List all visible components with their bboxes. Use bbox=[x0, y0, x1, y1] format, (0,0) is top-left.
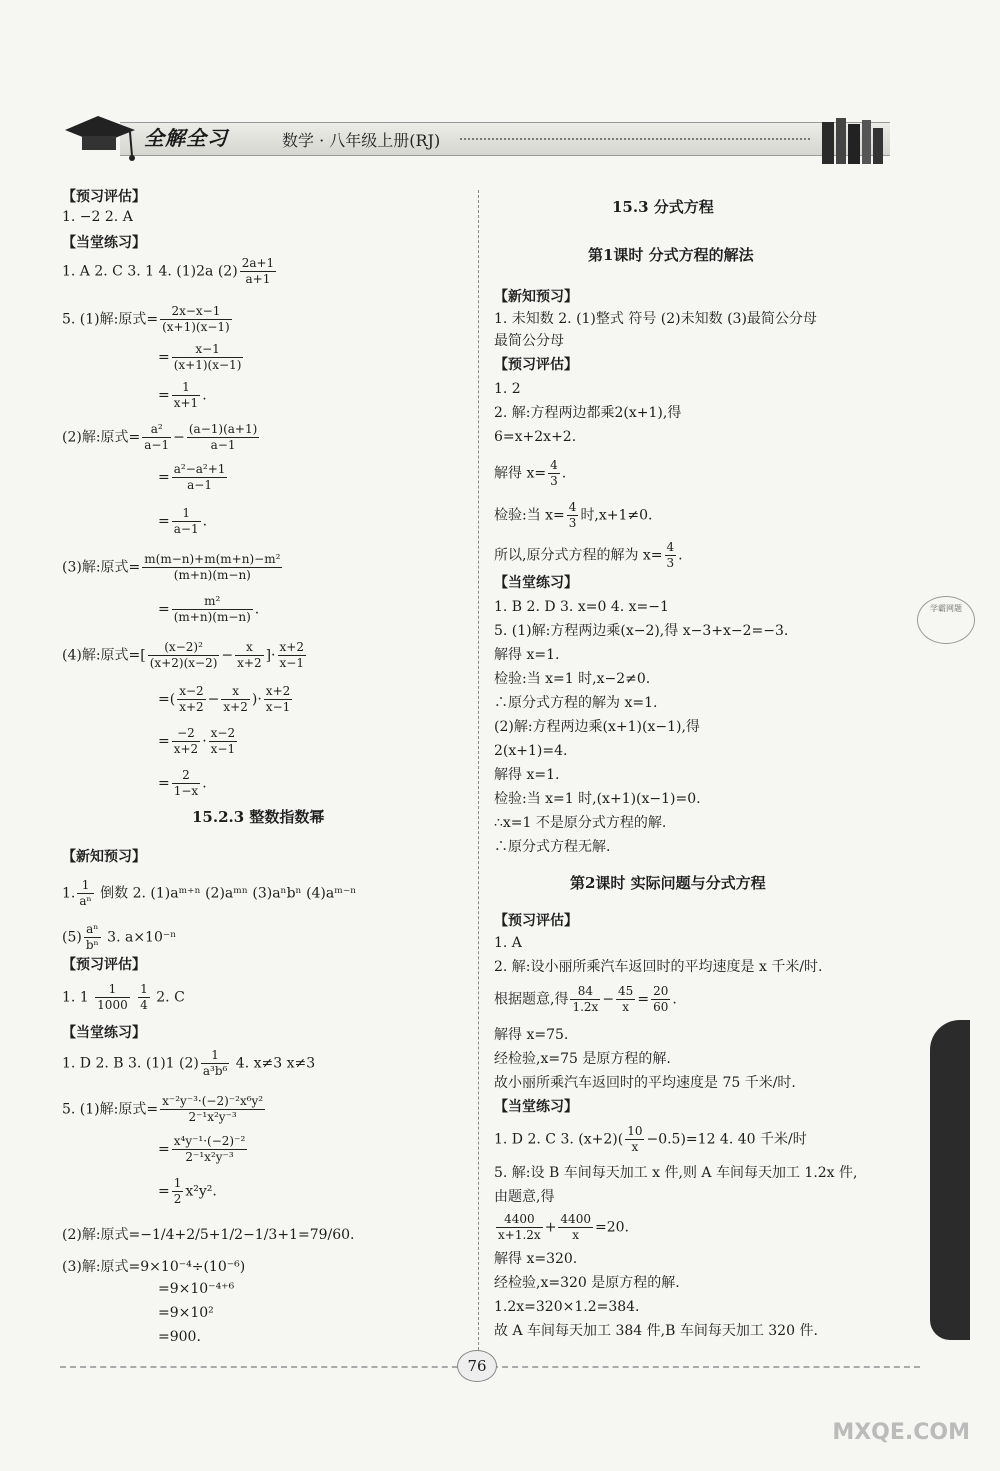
answer-text: x²y². bbox=[185, 1183, 217, 1200]
denominator: a−1 bbox=[144, 438, 170, 452]
fraction bbox=[209, 726, 237, 757]
numerator: 2a+1 bbox=[241, 256, 275, 270]
graduation-cap-icon bbox=[60, 108, 140, 168]
numerator: 1 bbox=[201, 1048, 229, 1064]
math-line: = $\frac{2}{1-x}$ . bbox=[158, 768, 207, 798]
denominator: 2⁻¹x²y⁻³ bbox=[185, 1150, 234, 1164]
math-line bbox=[62, 304, 234, 335]
answer-line: 1. D 2. C 3. (x+2)( $\frac{10}{x}$ −0.5)=12 4. 40 千米/时 bbox=[494, 1124, 807, 1154]
denominator: x−1 bbox=[210, 742, 236, 756]
numerator: x+2 bbox=[265, 684, 291, 698]
math-line: = $\frac{\text{m²}}{(m+n)(m-n)}$ . bbox=[158, 594, 260, 624]
fraction bbox=[548, 458, 560, 489]
answer-line: 1. $\frac{1}{\text{aⁿ}}$ 倒数 2. (1)aᵐ⁺ⁿ (2)aᵐⁿ (3)aⁿbⁿ (4)aᵐ⁻ⁿ bbox=[62, 878, 357, 908]
answer-line bbox=[62, 922, 176, 953]
answer-text: 3. a×10⁻ⁿ bbox=[107, 929, 177, 946]
brand-logo: 全解全习 bbox=[144, 126, 228, 150]
numerator: x+2 bbox=[279, 640, 304, 654]
answer-line: 故 A 车间每天加工 384 件,B 车间每天加工 320 件. bbox=[494, 1323, 818, 1339]
answer-text: 2. C bbox=[156, 989, 185, 1006]
answer-text: −0.5)=12 4. 40 千米/时 bbox=[646, 1131, 807, 1148]
answer-line: 6=x+2x+2. bbox=[494, 429, 577, 445]
answer-line: 1. −2 2. A bbox=[62, 209, 133, 225]
numerator: 1 bbox=[77, 878, 93, 894]
numerator: x−2 bbox=[179, 684, 204, 698]
numerator: 10 bbox=[627, 1124, 643, 1138]
numerator: x⁴y⁻¹·(−2)⁻² bbox=[173, 1134, 246, 1148]
fraction bbox=[558, 1212, 593, 1243]
numerator: 45 bbox=[618, 984, 634, 998]
answer-text: 时,x+1≠0. bbox=[580, 507, 653, 524]
fraction bbox=[172, 506, 201, 537]
answer-line: 经检验,x=320 是原方程的解. bbox=[494, 1275, 680, 1291]
denominator: (x+2)(x−2) bbox=[149, 656, 218, 670]
numerator: 84 bbox=[570, 984, 600, 1000]
fraction bbox=[177, 684, 205, 715]
numerator: x−2 bbox=[210, 726, 236, 740]
math-line: =9×10⁻⁴⁺⁶ bbox=[158, 1281, 235, 1297]
answer-line: 检验:当 x=1 时,x−2≠0. bbox=[494, 671, 651, 687]
answer-line: 解得 x= $\frac{4}{3}$ . bbox=[494, 458, 567, 488]
denominator: x bbox=[631, 1140, 639, 1154]
denominator: a−1 bbox=[187, 478, 212, 492]
answer-line: ∴原分式方程无解. bbox=[494, 839, 611, 855]
math-line: =900. bbox=[158, 1329, 201, 1345]
books-icon bbox=[820, 116, 890, 166]
denominator: x+1.2x bbox=[498, 1228, 541, 1242]
answer-line: 1.2x=320×1.2=384. bbox=[494, 1299, 640, 1315]
fraction bbox=[172, 1134, 248, 1165]
fraction bbox=[138, 982, 150, 1013]
numerator: x bbox=[221, 684, 249, 700]
answer-text: 所以,原分式方程的解为 x= bbox=[494, 547, 663, 564]
numerator: 1 bbox=[95, 982, 130, 998]
numerator: 2x−x−1 bbox=[160, 304, 232, 320]
answer-line: 检验:当 x=1 时,(x+1)(x−1)=0. bbox=[494, 791, 701, 807]
fraction bbox=[172, 342, 244, 373]
denominator: x+2 bbox=[223, 700, 248, 714]
answer-line: (2)解:方程两边乘(x+1)(x−1),得 bbox=[494, 719, 700, 735]
denominator: x bbox=[572, 1228, 580, 1242]
math-line: $\frac{4400}{x+1.2x}$ + $\frac{4400}{x}$ =20. bbox=[498, 1212, 629, 1242]
answer-line: 2. 解:方程两边都乘2(x+1),得 bbox=[494, 405, 682, 421]
numerator: m² bbox=[172, 594, 253, 610]
fraction bbox=[142, 552, 282, 583]
numerator: 4400 bbox=[496, 1212, 543, 1228]
answer-line: 所以,原分式方程的解为 x= $\frac{4}{3}$ . bbox=[494, 540, 683, 570]
fraction bbox=[148, 640, 220, 671]
answer-line bbox=[62, 256, 278, 287]
denominator: aⁿ bbox=[79, 894, 92, 908]
math-line bbox=[62, 1094, 267, 1125]
math-line: = $\frac{\text{x⁴y⁻¹·(−2)⁻²}}{\text{2⁻¹x²y⁻³}}$ bbox=[158, 1134, 246, 1164]
denominator: 2⁻¹x²y⁻³ bbox=[188, 1110, 237, 1124]
section-heading: 【预习评估】 bbox=[494, 913, 578, 929]
fraction bbox=[496, 1212, 543, 1243]
answer-line: 2(x+1)=4. bbox=[494, 743, 568, 759]
denominator: 3 bbox=[550, 474, 558, 488]
denominator: x+1 bbox=[173, 396, 199, 410]
fraction bbox=[172, 768, 200, 799]
section-heading: 【预习评估】 bbox=[494, 357, 578, 373]
denominator: 3 bbox=[568, 516, 577, 530]
numerator: aⁿ bbox=[84, 922, 101, 938]
section-heading: 【当堂练习】 bbox=[62, 235, 146, 251]
denominator: x−1 bbox=[279, 656, 304, 670]
answer-line bbox=[62, 982, 185, 1013]
watermark: MXQE.COM bbox=[832, 1420, 970, 1445]
page-number: 76 bbox=[457, 1350, 497, 1382]
fraction bbox=[142, 422, 171, 453]
denominator: a+1 bbox=[245, 272, 271, 286]
numerator: 4 bbox=[666, 540, 675, 554]
math-line: (4)解:原式=[ $\frac{\text{(x−2)²}}{(x+2)(x-2)}$ − $\frac{x}{x+2}$ ]· $\frac{x+2}{x-1}$ bbox=[62, 640, 304, 670]
math-line: = $\frac{1}{x+1}$ . bbox=[158, 380, 207, 410]
math-line: =9×10² bbox=[158, 1305, 214, 1321]
fraction bbox=[160, 304, 232, 335]
answer-line: 由题意,得 bbox=[494, 1189, 555, 1205]
answer-text: 解得 x= bbox=[494, 465, 547, 482]
answer-text: 1. 1 bbox=[62, 989, 89, 1006]
answer-line: 解得 x=320. bbox=[494, 1251, 578, 1267]
numerator: 1 bbox=[173, 1176, 182, 1190]
fraction bbox=[95, 982, 130, 1013]
section-heading: 【新知预习】 bbox=[494, 289, 578, 305]
fraction bbox=[172, 594, 253, 625]
fraction bbox=[84, 922, 101, 953]
section-heading: 【预习评估】 bbox=[62, 957, 146, 973]
denominator: x+2 bbox=[173, 742, 199, 756]
denominator: x−1 bbox=[265, 700, 291, 714]
numerator: x bbox=[235, 640, 263, 656]
denominator: 1.2x bbox=[572, 1000, 599, 1014]
numerator: 2 bbox=[172, 768, 200, 784]
section-title: 15.3 分式方程 bbox=[612, 198, 714, 216]
denominator: x+2 bbox=[237, 656, 262, 670]
answer-text: =20. bbox=[594, 1219, 629, 1236]
answer-text: 5. (1)解:原式= bbox=[62, 1101, 159, 1118]
lesson-title: 第1课时 分式方程的解法 bbox=[588, 246, 754, 264]
answer-text: (2)解:原式= bbox=[62, 429, 141, 446]
numerator: 1 bbox=[140, 982, 148, 996]
numerator: x−1 bbox=[172, 342, 244, 358]
numerator: 1 bbox=[172, 506, 201, 522]
answer-line: ∴原分式方程的解为 x=1. bbox=[494, 695, 658, 711]
answer-line bbox=[494, 500, 653, 531]
lesson-title: 第2课时 实际问题与分式方程 bbox=[570, 874, 766, 892]
fraction bbox=[570, 984, 600, 1015]
math-line: (3)解:原式=9×10⁻⁴÷(10⁻⁶) bbox=[62, 1259, 246, 1275]
numerator: 20 bbox=[653, 984, 669, 998]
sticker-stamp bbox=[917, 596, 975, 644]
fraction bbox=[235, 640, 263, 671]
section-heading: 【当堂练习】 bbox=[494, 575, 578, 591]
fraction bbox=[77, 878, 93, 909]
answer-text: 5. (1)解:原式= bbox=[62, 311, 159, 328]
fraction bbox=[651, 984, 670, 1015]
answer-line: 1. 未知数 2. (1)整式 符号 (2)未知数 (3)最简公分母 bbox=[494, 311, 817, 327]
sticker-text: 学霸网题 bbox=[930, 604, 962, 613]
answer-text: 1. A 2. C 3. 1 4. (1)2a (2) bbox=[62, 263, 238, 280]
numerator: 1 bbox=[172, 380, 200, 396]
denominator: bⁿ bbox=[85, 938, 99, 952]
denominator: 2 bbox=[173, 1192, 182, 1206]
fraction bbox=[187, 422, 259, 453]
scan-shadow bbox=[930, 1020, 970, 1340]
answer-text: (5) bbox=[62, 929, 82, 946]
math-line: =( $\frac{x-2}{x+2}$ − $\frac{x}{x+2}$ )· $\frac{x+2}{x-1}$ bbox=[158, 684, 291, 714]
math-line: = $\frac{1}{a-1}$ . bbox=[158, 506, 208, 536]
fraction bbox=[264, 684, 292, 715]
answer-text: (3)解:原式= bbox=[62, 559, 141, 576]
math-line: (2)解:原式=−1/4+2/5+1/2−1/3+1=79/60. bbox=[62, 1227, 355, 1243]
fraction bbox=[567, 500, 579, 531]
answer-line: 1. A bbox=[494, 935, 522, 951]
denominator: 3 bbox=[666, 556, 675, 570]
numerator: a²−a²+1 bbox=[173, 462, 226, 476]
fraction bbox=[172, 1176, 184, 1207]
math-line: 根据题意,得 $\frac{84}{1.2x}$ − $\frac{45}{x}$ = $\frac{20}{60}$ . bbox=[494, 984, 677, 1014]
math-line: = $\frac{x-1}{(x+1)(x-1)}$ bbox=[158, 342, 242, 372]
answer-text: 根据题意,得 bbox=[494, 991, 569, 1008]
section-heading: 【预习评估】 bbox=[62, 189, 146, 205]
numerator: (x−2)² bbox=[148, 640, 220, 656]
column-divider bbox=[478, 190, 479, 1355]
section-heading: 【当堂练习】 bbox=[494, 1099, 578, 1115]
answer-line bbox=[62, 1048, 315, 1079]
fraction bbox=[278, 640, 306, 671]
answer-line: 解得 x=1. bbox=[494, 647, 560, 663]
denominator: 1000 bbox=[97, 998, 128, 1012]
denominator: 60 bbox=[653, 1000, 669, 1014]
denominator: a−1 bbox=[173, 522, 199, 536]
denominator: 4 bbox=[140, 998, 148, 1012]
section-heading: 【当堂练习】 bbox=[62, 1025, 146, 1041]
answer-line: 5. 解:设 B 车间每天加工 x 件,则 A 车间每天加工 1.2x 件, bbox=[494, 1165, 858, 1181]
denominator: 1−x bbox=[173, 784, 199, 798]
numerator: x⁻²y⁻³·(−2)⁻²x⁶y² bbox=[162, 1094, 264, 1108]
denominator: (x+1)(x−1) bbox=[162, 320, 230, 334]
answer-line: 5. (1)解:方程两边乘(x−2),得 x−3+x−2=−3. bbox=[494, 623, 789, 639]
denominator: x bbox=[622, 1000, 630, 1014]
fraction bbox=[160, 1094, 265, 1125]
answer-line: 1. 2 bbox=[494, 381, 521, 397]
answer-text: 4. x≠3 x≠3 bbox=[235, 1055, 316, 1072]
numerator: a² bbox=[142, 422, 171, 438]
answer-line: 故小丽所乘汽车返回时的平均速度是 75 千米/时. bbox=[494, 1075, 796, 1091]
math-line: = $\frac{-2}{x+2}$ · $\frac{x-2}{x-1}$ bbox=[158, 726, 236, 756]
subject-title: 数学 · 八年级上册(RJ) bbox=[282, 131, 441, 150]
answer-line: 2. 解:设小丽所乘汽车返回时的平均速度是 x 千米/时. bbox=[494, 959, 823, 975]
page-header bbox=[60, 108, 890, 170]
denominator: a³b⁶ bbox=[202, 1064, 228, 1078]
answer-line: 解得 x=75. bbox=[494, 1027, 569, 1043]
denominator: (m+n)(m−n) bbox=[173, 610, 251, 624]
answer-line: ∴x=1 不是原分式方程的解. bbox=[494, 815, 667, 831]
section-heading: 【新知预习】 bbox=[62, 849, 146, 865]
answer-text: 倒数 2. (1)aᵐ⁺ⁿ (2)aᵐⁿ (3)aⁿbⁿ (4)aᵐ⁻ⁿ bbox=[100, 885, 357, 902]
fraction bbox=[172, 380, 200, 411]
fraction bbox=[625, 1124, 644, 1155]
math-line bbox=[158, 1176, 217, 1207]
fraction bbox=[172, 462, 228, 493]
numerator: m(m−n)+m(m+n)−m² bbox=[144, 552, 281, 566]
answer-text: 1. D 2. B 3. (1)1 (2) bbox=[62, 1055, 199, 1072]
numerator: 4400 bbox=[560, 1212, 591, 1226]
numerator: 4 bbox=[568, 500, 577, 514]
math-line bbox=[62, 552, 284, 583]
fraction bbox=[172, 726, 200, 757]
math-line: (2)解:原式= $\frac{\text{a²}}{a-1}$ − $\frac{(a-1)(a+1)}{a-1}$ bbox=[62, 422, 258, 452]
numerator: 4 bbox=[550, 458, 558, 472]
answer-line: 最简公分母 bbox=[494, 333, 564, 349]
answer-line: 解得 x=1. bbox=[494, 767, 560, 783]
answer-text: 检验:当 x= bbox=[494, 507, 565, 524]
answer-line: 经检验,x=75 是原方程的解. bbox=[494, 1051, 671, 1067]
fraction bbox=[665, 540, 677, 571]
denominator: x+2 bbox=[179, 700, 204, 714]
header-dots bbox=[460, 138, 810, 140]
answer-text: (4)解:原式= bbox=[62, 647, 141, 664]
answer-text: 1. D 2. C 3. (x+2) bbox=[494, 1131, 618, 1148]
math-line: = $\frac{\text{a²−a²+1}}{a-1}$ bbox=[158, 462, 226, 492]
fraction bbox=[201, 1048, 229, 1079]
denominator: (x+1)(x−1) bbox=[173, 358, 242, 372]
answer-text: = bbox=[158, 1183, 170, 1200]
denominator: a−1 bbox=[210, 438, 236, 452]
answer-line: 1. B 2. D 3. x=0 4. x=−1 bbox=[494, 599, 669, 615]
denominator: (m+n)(m−n) bbox=[173, 568, 251, 582]
numerator: −2 bbox=[172, 726, 200, 742]
fraction bbox=[240, 256, 276, 287]
fraction bbox=[221, 684, 249, 715]
fraction bbox=[616, 984, 635, 1015]
section-title: 15.2.3 整数指数幂 bbox=[192, 808, 325, 826]
numerator: (a−1)(a+1) bbox=[188, 422, 258, 436]
